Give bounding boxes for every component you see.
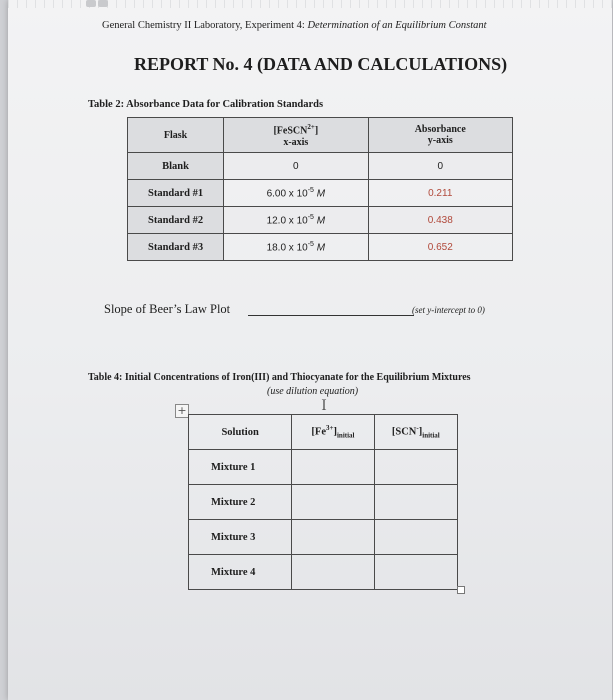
row-conc[interactable] [224, 234, 368, 261]
fe-subscript: initial [336, 431, 355, 440]
mixture-label: Mixture 3 [189, 520, 292, 555]
scn-charge: - [416, 424, 419, 433]
row-conc[interactable] [224, 207, 368, 234]
table-row [128, 207, 513, 234]
header-course: General Chemistry II Laboratory, Experiment 4: [102, 20, 308, 31]
scn-bracket: ] [418, 426, 423, 438]
header-conc-text: [FeSCN [273, 125, 308, 137]
fe-text: [Fe [311, 426, 326, 438]
ruler-tab-marker[interactable] [98, 0, 108, 7]
mixture-label: Mixture 1 [189, 450, 292, 485]
header-experiment-title: Determination of an Equilibrium Constant [307, 20, 487, 31]
scn-text: [SCN [391, 426, 417, 438]
row-flask: Standard #2 [128, 207, 224, 234]
table-header-row [128, 118, 513, 153]
fe-cell[interactable] [292, 555, 374, 590]
table-row [189, 555, 458, 590]
scn-subscript: initial [422, 431, 440, 440]
table4-caption: Table 4: Initial Concentrations of Iron(III) and Thiocyanate for the Equilibrium Mixtures [88, 372, 471, 383]
fe-bracket: ] [333, 426, 337, 438]
table-row [128, 180, 513, 207]
conc-unit: M [313, 215, 326, 227]
table-row [128, 153, 513, 180]
scn-cell[interactable] [374, 520, 457, 555]
row-flask: Standard #1 [128, 180, 224, 207]
scn-cell[interactable] [374, 555, 457, 590]
document-page [8, 0, 612, 700]
conc-unit: M [313, 242, 326, 254]
fe-charge: 3+ [325, 424, 334, 433]
row-abs[interactable]: 0.438 [368, 207, 513, 234]
row-flask: Blank [128, 153, 224, 180]
row-conc[interactable]: 0 [224, 153, 368, 180]
conc-exponent: -5 [307, 186, 314, 194]
row-abs[interactable]: 0.652 [368, 234, 513, 261]
row-abs[interactable]: 0.211 [368, 180, 513, 207]
header-conc-axis: x-axis [283, 136, 309, 148]
page-header [102, 20, 487, 31]
scn-cell[interactable] [374, 485, 457, 520]
fe-cell[interactable] [292, 520, 374, 555]
header-abs-axis: y-axis [427, 135, 453, 146]
conc-exponent: -5 [307, 240, 314, 248]
scn-cell[interactable] [374, 450, 457, 485]
table4-subnote: (use dilution equation) [267, 386, 359, 397]
header-conc-bracket: ] [314, 125, 319, 137]
absorbance-table [127, 117, 513, 261]
fe-cell[interactable] [292, 485, 374, 520]
table-row [128, 234, 513, 261]
table-row [189, 485, 458, 520]
row-abs[interactable]: 0 [368, 153, 513, 180]
conc-mantissa: 12.0 x 10 [266, 215, 308, 227]
conc-exponent: -5 [307, 213, 314, 221]
initial-concentrations-table [188, 414, 458, 590]
header-absorbance [368, 118, 513, 153]
table-row [189, 520, 458, 555]
row-conc[interactable] [224, 180, 368, 207]
fe-cell[interactable] [292, 450, 374, 485]
header-flask: Flask [128, 118, 224, 153]
header-concentration [224, 118, 368, 153]
slope-label: Slope of Beer’s Law Plot [104, 302, 231, 316]
text-cursor-icon: Ｉ [317, 398, 331, 414]
mixture-label: Mixture 2 [189, 485, 292, 520]
header-conc-charge: 2+ [307, 123, 315, 132]
table-row [189, 450, 458, 485]
ruler-indent-marker[interactable] [86, 0, 96, 7]
header-abs-text: Absorbance [414, 124, 466, 135]
conc-mantissa: 18.0 x 10 [266, 242, 308, 254]
table2-caption: Table 2: Absorbance Data for Calibration Standards [88, 99, 324, 110]
table-resize-handle[interactable] [457, 586, 465, 594]
header-fe-initial [292, 415, 374, 450]
slope-answer-line[interactable] [248, 315, 414, 316]
report-title: REPORT No. 4 (DATA AND CALCULATIONS) [134, 54, 508, 74]
move-handle-icon[interactable]: + [175, 404, 189, 418]
mixture-label: Mixture 4 [189, 555, 292, 590]
conc-unit: M [313, 188, 326, 200]
header-solution: Solution [189, 415, 292, 450]
table-header-row [189, 415, 458, 450]
row-flask: Standard #3 [128, 234, 224, 261]
conc-mantissa: 6.00 x 10 [266, 188, 308, 200]
slope-note: (set y-intercept to 0) [412, 305, 485, 315]
header-scn-initial [374, 415, 457, 450]
